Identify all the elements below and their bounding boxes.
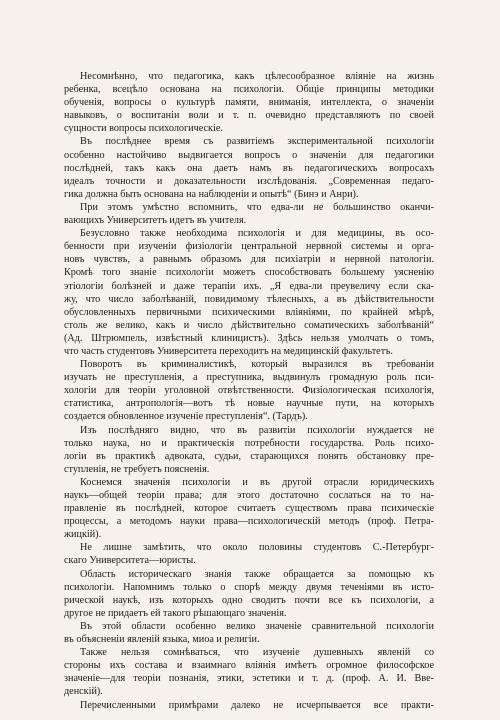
text-line: Не лишне замѣтить, что около половины студентовъ С.-Петербург- xyxy=(80,542,434,554)
text-line: особенно настойчиво выдвигается вопросъ о значеніи для педагогики xyxy=(64,149,434,161)
text-line: обусловленныхъ первичными психическими вліяніями, по крайней мѣрѣ, xyxy=(64,306,434,318)
text-line: только наука, но и практическія потребности государства. Роль психо- xyxy=(64,437,434,449)
text-line: другое не придаетъ ей такого рѣшающаго значенія. xyxy=(64,607,287,619)
text-line: бенности при изученіи физіологіи центральной нервной системы и орга- xyxy=(64,241,434,253)
text-line: новъ чувствъ, а равнымъ образомъ для психіатріи и нервной патологіи. xyxy=(64,254,434,266)
text-line: Изъ послѣдняго видно, что въ развитіи психологіи нуждается не xyxy=(80,424,434,436)
text-line: столь же велико, какъ и число дѣйствительно соматическихъ заболѣваній“ xyxy=(64,319,434,331)
text-line: сущности вопросы психологическіе. xyxy=(64,123,223,135)
text-line: При этомъ умѣстно вспомнить, что едва-ли не большинство оканчи- xyxy=(80,201,434,213)
text-line: гика должна быть основана на наблюденіи и опытѣ“ (Бинэ и Анри). xyxy=(64,188,359,200)
text-line: статистика, антропологія—вотъ тѣ новые научные пути, на которыхъ xyxy=(64,398,434,410)
text-line: Несомнѣнно, что педагогика, какъ цѣлесообразное вліяніе на жизнь xyxy=(80,71,434,82)
text-line: значеніе—для теоріи познанія, этики, эстетики и т. д. (проф. А. И. Вве- xyxy=(64,673,434,685)
text-line: Коснемся значенія психологіи и въ другой отрасли юридическихъ xyxy=(80,476,434,488)
text-line: правленіе въ послѣдней, которое считаетъ существомъ права психическіе xyxy=(64,503,434,515)
text-line: вающихъ Университетъ идетъ въ учителя. xyxy=(64,215,247,227)
text-line: рической наукѣ, изъ которыхъ одно сводитъ почти все къ психологіи, а xyxy=(64,594,434,606)
text-line: денскій). xyxy=(64,686,103,698)
text-line: Перечисленными примѣрами далеко не исчерпывается все практи- xyxy=(80,699,434,711)
text-line: психологіи. Напомнимъ только о спорѣ между двумя теченіями въ исто- xyxy=(64,581,434,593)
text-line: ребенка, всецѣло основана на психологіи. Общіе принципы методики xyxy=(64,84,434,96)
text-line: Въ послѣднее время съ развитіемъ экспериментальной психологіи xyxy=(80,136,434,148)
text-line: наукъ—общей теоріи права; для этого достаточно сослаться на то на- xyxy=(64,490,434,501)
text-line: навыковъ, о воспитаніи воли и т. п. очевидно представляютъ по своей xyxy=(64,110,434,122)
text-line: Безусловно также необходима психологія и для медицины, въ осо- xyxy=(80,228,434,240)
text-line: скаго Университета—юристы. xyxy=(64,555,196,567)
text-line: хологіи для теоріи уголовной отвѣтственности. Физіологическая психологія, xyxy=(64,385,434,397)
text-line: обученія, вопросы о культурѣ памяти, вниманія, интеллекта, о значеніи xyxy=(64,97,434,109)
text-line: послѣдней, такъ какъ она даетъ намъ въ педагогическихъ вопросахъ xyxy=(64,162,434,174)
text-line: логіи въ практикѣ адвоката, судьи, старающихся понять обстановку пре- xyxy=(64,450,434,462)
text-line: (Ад. Штрюмпель, извѣстный клиницистъ). Здѣсь нельзя умолчать о томъ, xyxy=(64,332,434,344)
text-line: Область историческаго знанія также обращается за помощью къ xyxy=(80,568,434,580)
text-line: Кромѣ того знаніе психологіи можетъ способствовать большему уясненію xyxy=(64,267,434,279)
text-line: Поворотъ въ криминалистикѣ, который выразился въ требованіи xyxy=(80,359,434,371)
text-line: ступленія, не требуетъ поясненія. xyxy=(64,463,210,475)
text-line: создается обновленное изученіе преступленія“. (Тардъ). xyxy=(64,411,308,423)
text-line: Также нельзя сомнѣваться, что изученіе душевныхъ явленій со xyxy=(80,647,434,659)
text-line: Въ этой области особенно велико значеніе сравнительной психологіи xyxy=(80,620,434,632)
body-text xyxy=(64,70,434,712)
text-line: изучать не преступленія, а преступника, выдвинулъ громадную роль пси- xyxy=(64,372,434,384)
text-line: жу, что число заболѣваній, повидимому тѣлесныхъ, а въ дѣйствительности xyxy=(64,293,434,305)
text-line: идеалъ точности и доказательности изслѣдованія. „Современная педаго- xyxy=(64,175,434,187)
text-line: въ объясненіи явленій языка, миоа и религіи. xyxy=(64,634,260,646)
text-line: что часть студентовъ Университета переходитъ на медицинскій факультетъ. xyxy=(64,345,393,357)
text-line: стороны ихъ состава и взаимнаго вліянія имѣетъ огромное философское xyxy=(64,660,434,672)
text-line: процессы, а методомъ науки права—психологическій методъ (проф. Петра- xyxy=(64,516,434,528)
text-line: этіологіи болѣзней и даже терапіи ихъ. „Я едва-ли преувеличу если ска- xyxy=(64,280,434,292)
text-line: жицкій). xyxy=(64,529,102,541)
